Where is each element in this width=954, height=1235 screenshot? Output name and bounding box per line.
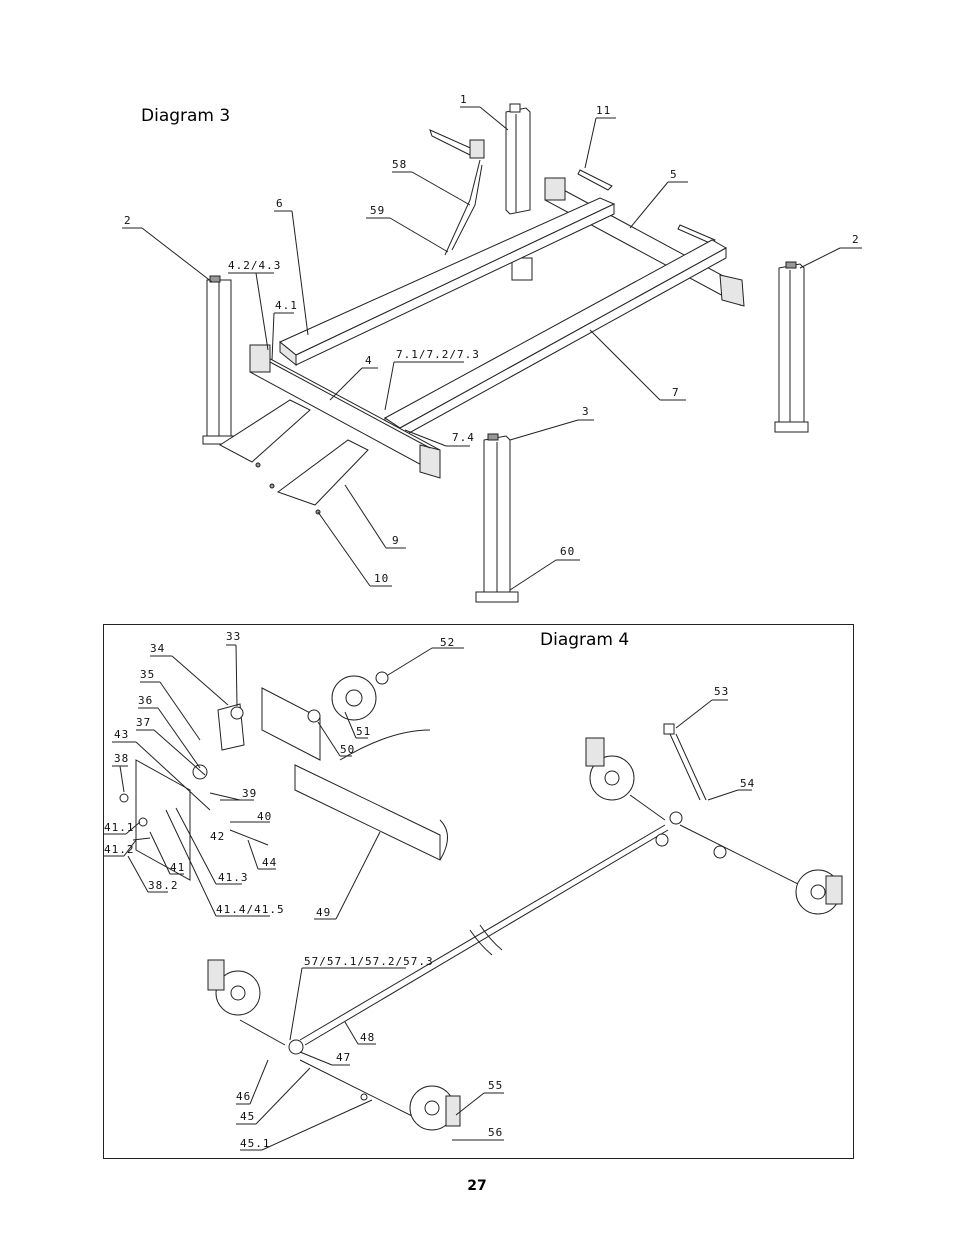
- callout-41-3: 41.3: [218, 871, 249, 884]
- callout-11: 11: [596, 104, 612, 117]
- callout-58: 58: [392, 158, 408, 171]
- diagram-4-title: Diagram 4: [540, 630, 630, 650]
- callout-35: 35: [140, 668, 156, 681]
- page-number: 27: [467, 1178, 487, 1194]
- pulley-bracket-assembly: [120, 672, 388, 880]
- callout-33: 33: [226, 630, 242, 643]
- callout-1: 1: [460, 93, 468, 106]
- callout-38-2: 38.2: [148, 879, 179, 892]
- callout-6: 6: [276, 197, 284, 210]
- callout-53: 53: [714, 685, 730, 698]
- callout-4: 4: [365, 354, 373, 367]
- callout-41-4-41-5: 41.4/41.5: [216, 903, 285, 916]
- callout-47: 47: [336, 1051, 352, 1064]
- callout-4-1: 4.1: [275, 299, 298, 312]
- callout-3: 3: [582, 405, 590, 418]
- callout-43: 43: [114, 728, 130, 741]
- callout-45-1: 45.1: [240, 1137, 271, 1150]
- callout-34: 34: [150, 642, 166, 655]
- callout-50: 50: [340, 743, 356, 756]
- callout-2-right: 2: [852, 233, 860, 246]
- callout-52: 52: [440, 636, 456, 649]
- callout-51: 51: [356, 725, 372, 738]
- callout-55: 55: [488, 1079, 504, 1092]
- callout-4-2-4-3: 4.2/4.3: [228, 259, 282, 272]
- callout-54: 54: [740, 777, 756, 790]
- callout-42: 42: [210, 830, 226, 843]
- callout-2-left: 2: [124, 214, 132, 227]
- callout-40: 40: [257, 810, 273, 823]
- callout-56: 56: [488, 1126, 504, 1139]
- callout-37: 37: [136, 716, 152, 729]
- callout-41-1: 41.1: [104, 821, 135, 834]
- callout-7-1-7-2-7-3: 7.1/7.2/7.3: [396, 348, 480, 361]
- callout-44: 44: [262, 856, 278, 869]
- callout-46: 46: [236, 1090, 252, 1103]
- diagram-4-frame: [104, 625, 854, 1159]
- callout-9: 9: [392, 534, 400, 547]
- callout-39: 39: [242, 787, 258, 800]
- callout-49: 49: [316, 906, 332, 919]
- callout-60: 60: [560, 545, 576, 558]
- callout-48: 48: [360, 1031, 376, 1044]
- callout-36: 36: [138, 694, 154, 707]
- diagram-3-title: Diagram 3: [141, 106, 231, 126]
- diagram-4-leaders: [104, 645, 752, 1150]
- callout-38: 38: [114, 752, 130, 765]
- callout-5: 5: [670, 168, 678, 181]
- callout-7-4: 7.4: [452, 431, 475, 444]
- callout-10: 10: [374, 572, 390, 585]
- callout-41: 41: [170, 861, 186, 874]
- callout-41-2: 41.2: [104, 843, 135, 856]
- callout-45: 45: [240, 1110, 256, 1123]
- callout-57-series: 57/57.1/57.2/57.3: [304, 955, 434, 968]
- callout-59: 59: [370, 204, 386, 217]
- callout-7: 7: [672, 386, 680, 399]
